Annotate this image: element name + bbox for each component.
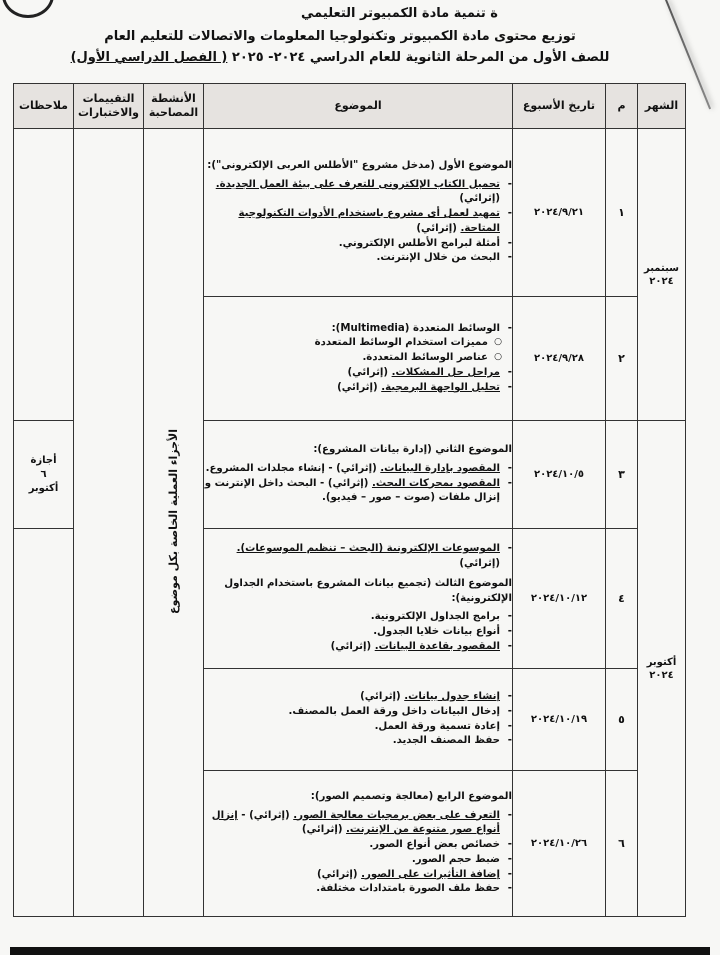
topic-item-note: (إثرائي) - إنشاء مجلدات المشروع.	[205, 462, 381, 474]
week-date: ٢٠٢٤/١٠/٥	[513, 421, 606, 529]
row-number: ٢	[606, 297, 638, 421]
topic-item-note: (إثرائي)	[330, 640, 375, 652]
topic-item	[204, 868, 512, 883]
topic-item-note: (إثرائي)	[337, 381, 382, 393]
topic-item	[204, 734, 512, 749]
topic-cell	[204, 771, 513, 917]
topic-item-main: المقصود بقاعدة البيانات.	[374, 640, 500, 652]
col-header-notes: ملاحظات	[14, 84, 74, 129]
ministry-logo-icon	[2, 0, 54, 18]
topic-item	[204, 462, 512, 477]
topic-item	[204, 853, 512, 868]
table-header-row	[14, 84, 686, 129]
topic-item	[204, 640, 512, 655]
row-number: ٥	[606, 669, 638, 771]
activities-text: الأجزاء العملية الخاصة بكل موضوع	[167, 428, 180, 614]
month-label: أكتوبر	[646, 656, 677, 668]
topic-title: الموضوع الرابع (معالجة وتصميم الصور):	[310, 790, 512, 802]
topic-item	[204, 809, 512, 839]
topic-item	[204, 251, 512, 266]
topic-item-main: المقصود بمحركات البحث.	[371, 477, 500, 489]
curriculum-table	[13, 83, 686, 917]
topic-item-main: تمهيد لعمل أى مشروع باستخدام الأدوات التكنولوجية المتاحة.	[238, 208, 500, 234]
month-label: سبتمبر	[643, 262, 679, 274]
topic-item-note: (إثرائي)	[416, 222, 461, 234]
topic-item-note: (إثرائي) - البحث داخل الإنترنت و إنزال ملفات (صوت – صور – فيديو).	[204, 477, 500, 504]
month-october	[638, 421, 686, 917]
topic-subitem	[204, 336, 512, 351]
row-number: ٦	[606, 771, 638, 917]
topic-list	[204, 809, 512, 898]
topic-cell	[204, 129, 513, 297]
topic-item-main: تحليل الواجهة البرمجية.	[381, 381, 500, 393]
topic-list	[204, 610, 512, 654]
topic-item	[204, 720, 512, 735]
page-bottom-edge	[10, 947, 710, 955]
col-header-num: م	[606, 84, 638, 129]
topic-cell	[204, 529, 513, 669]
topic-item	[204, 705, 512, 720]
topic-item-main: الموسوعات الإلكترونية (البحث – تنظيم الموسوعات).	[236, 543, 500, 555]
col-header-activities: الأنشطة المصاحبة	[144, 84, 204, 129]
notes-cell-empty	[14, 529, 74, 917]
topic-item-main: تحميل الكتاب الإلكترونى للتعرف على بيئة العمل الجديدة.	[215, 178, 500, 190]
week-date: ٢٠٢٤/١٠/١٩	[513, 669, 606, 771]
document-subtitle	[60, 50, 620, 65]
col-header-evaluations: التقييمات والاختبارات	[74, 84, 144, 129]
topic-item-note: (إثرائي)	[347, 366, 392, 378]
topic-item-main: برامج الجداول الإلكترونية.	[370, 611, 500, 623]
topic-title: الموضوع الثالث (تجميع بيانات المشروع باستخدام الجداول الإلكترونية):	[224, 577, 512, 604]
col-header-topic: الموضوع	[204, 84, 513, 129]
topic-item-main: مميزات استخدام الوسائط المتعددة	[314, 337, 488, 349]
topic-item-main: أمثلة لبرامج الأطلس الإلكتروني.	[338, 237, 500, 249]
topic-title: الموضوع الثاني (إدارة بيانات المشروع):	[313, 443, 512, 455]
col-header-month: الشهر	[638, 84, 686, 129]
subtitle-year: للصف الأول من المرحلة الثانوية للعام الدراسي ٢٠٢٤- ٢٠٢٥	[227, 50, 610, 65]
row-number: ٣	[606, 421, 638, 529]
topic-item	[204, 690, 512, 705]
topic-item-main: إدخال البيانات داخل ورقة العمل بالمصنف.	[288, 705, 500, 717]
topic-title: الموضوع الأول (مدخل مشروع "الأطلس العربى الإلكترونى"):	[207, 159, 512, 171]
topic-item-main: أنواع بيانات خلايا الجدول.	[373, 626, 500, 638]
holiday-label: أجازة	[30, 454, 57, 466]
month-year: ٢٠٢٤	[649, 275, 674, 287]
topic-item-main: البحث من خلال الإنترنت.	[376, 252, 500, 264]
topic-item-main: إضافة التأثيرات على الصور.	[361, 868, 500, 880]
topic-item	[204, 882, 512, 897]
col-header-week-date: تاريخ الأسبوع	[513, 84, 606, 129]
topic-item-main: إنشاء جدول بيانات.	[404, 690, 500, 702]
topic-item	[204, 610, 512, 625]
topic-list	[204, 542, 512, 572]
week-date: ٢٠٢٤/١٠/١٢	[513, 529, 606, 669]
topic-item-note: (إثرائي)	[360, 690, 405, 702]
week-date: ٢٠٢٤/٩/٢٨	[513, 297, 606, 421]
topic-list	[204, 690, 512, 749]
topic-item	[204, 542, 512, 572]
topic-item	[204, 381, 512, 396]
month-year: ٢٠٢٤	[649, 669, 674, 681]
topic-item-main: مراحل حل المشكلات.	[391, 366, 500, 378]
topic-item-main: إعادة تسمية ورقة العمل.	[374, 720, 500, 732]
topic-subitem	[204, 351, 512, 366]
notes-holiday	[14, 421, 74, 529]
week-date: ٢٠٢٤/١٠/٢٦	[513, 771, 606, 917]
topic-item	[204, 178, 512, 208]
topic-item	[204, 625, 512, 640]
topic-item	[204, 322, 512, 337]
activities-cell	[144, 129, 204, 917]
topic-item-main-2: إنزال أنواع صور متنوعة من الإنترنت.	[211, 809, 500, 836]
topic-item-note: (إثرائي)	[459, 193, 500, 205]
evaluations-cell	[74, 129, 144, 917]
topic-item-note: (إثرائي)	[459, 558, 500, 570]
topic-item-note: (إثرائي)	[316, 868, 362, 880]
topic-cell	[204, 669, 513, 771]
holiday-day: ٦	[40, 468, 47, 480]
topic-item-note: (إثرائي) -	[237, 809, 294, 821]
subtitle-term: ( الفصل الدراسي الأول)	[70, 50, 228, 65]
row-number: ٤	[606, 529, 638, 669]
topic-item	[204, 477, 512, 507]
topic-list	[204, 178, 512, 267]
topic-cell	[204, 297, 513, 421]
topic-item-main: التعرف على بعض برمجيات معالجة الصور.	[293, 809, 500, 821]
notes-cell-empty	[14, 129, 74, 421]
topic-item-main: خصائص بعض أنواع الصور.	[369, 839, 500, 851]
topic-item-main: حفظ ملف الصورة بامتدادات مختلفة.	[316, 883, 500, 895]
topic-item-main: عناصر الوسائط المتعددة.	[362, 352, 488, 364]
topic-item-main: المقصود بإدارة البيانات.	[380, 462, 500, 474]
topic-list	[204, 462, 512, 506]
topic-cell	[204, 421, 513, 529]
row-number: ١	[606, 129, 638, 297]
topic-item-main: ضبط حجم الصور.	[411, 853, 500, 865]
topic-item	[204, 237, 512, 252]
topic-item-main: الوسائط المتعددة (Multimedia):	[331, 322, 500, 334]
topic-list	[204, 322, 512, 396]
topic-item	[204, 838, 512, 853]
topic-item-main: حفظ المصنف الجديد.	[392, 735, 500, 747]
week-date: ٢٠٢٤/٩/٢١	[513, 129, 606, 297]
month-september	[638, 129, 686, 421]
holiday-month: أكتوبر	[28, 482, 59, 494]
document-title: توزيع محتوى مادة الكمبيوتر وتكنولوجيا المعلومات والاتصالات للتعليم العام	[104, 29, 576, 44]
topic-item	[204, 366, 512, 381]
topic-item	[204, 207, 512, 237]
table-row	[14, 129, 686, 297]
topic-item-note-2: (إثرائي)	[301, 824, 347, 836]
org-line: ة تنمية مادة الكمبيوتر التعليمي	[301, 6, 498, 21]
